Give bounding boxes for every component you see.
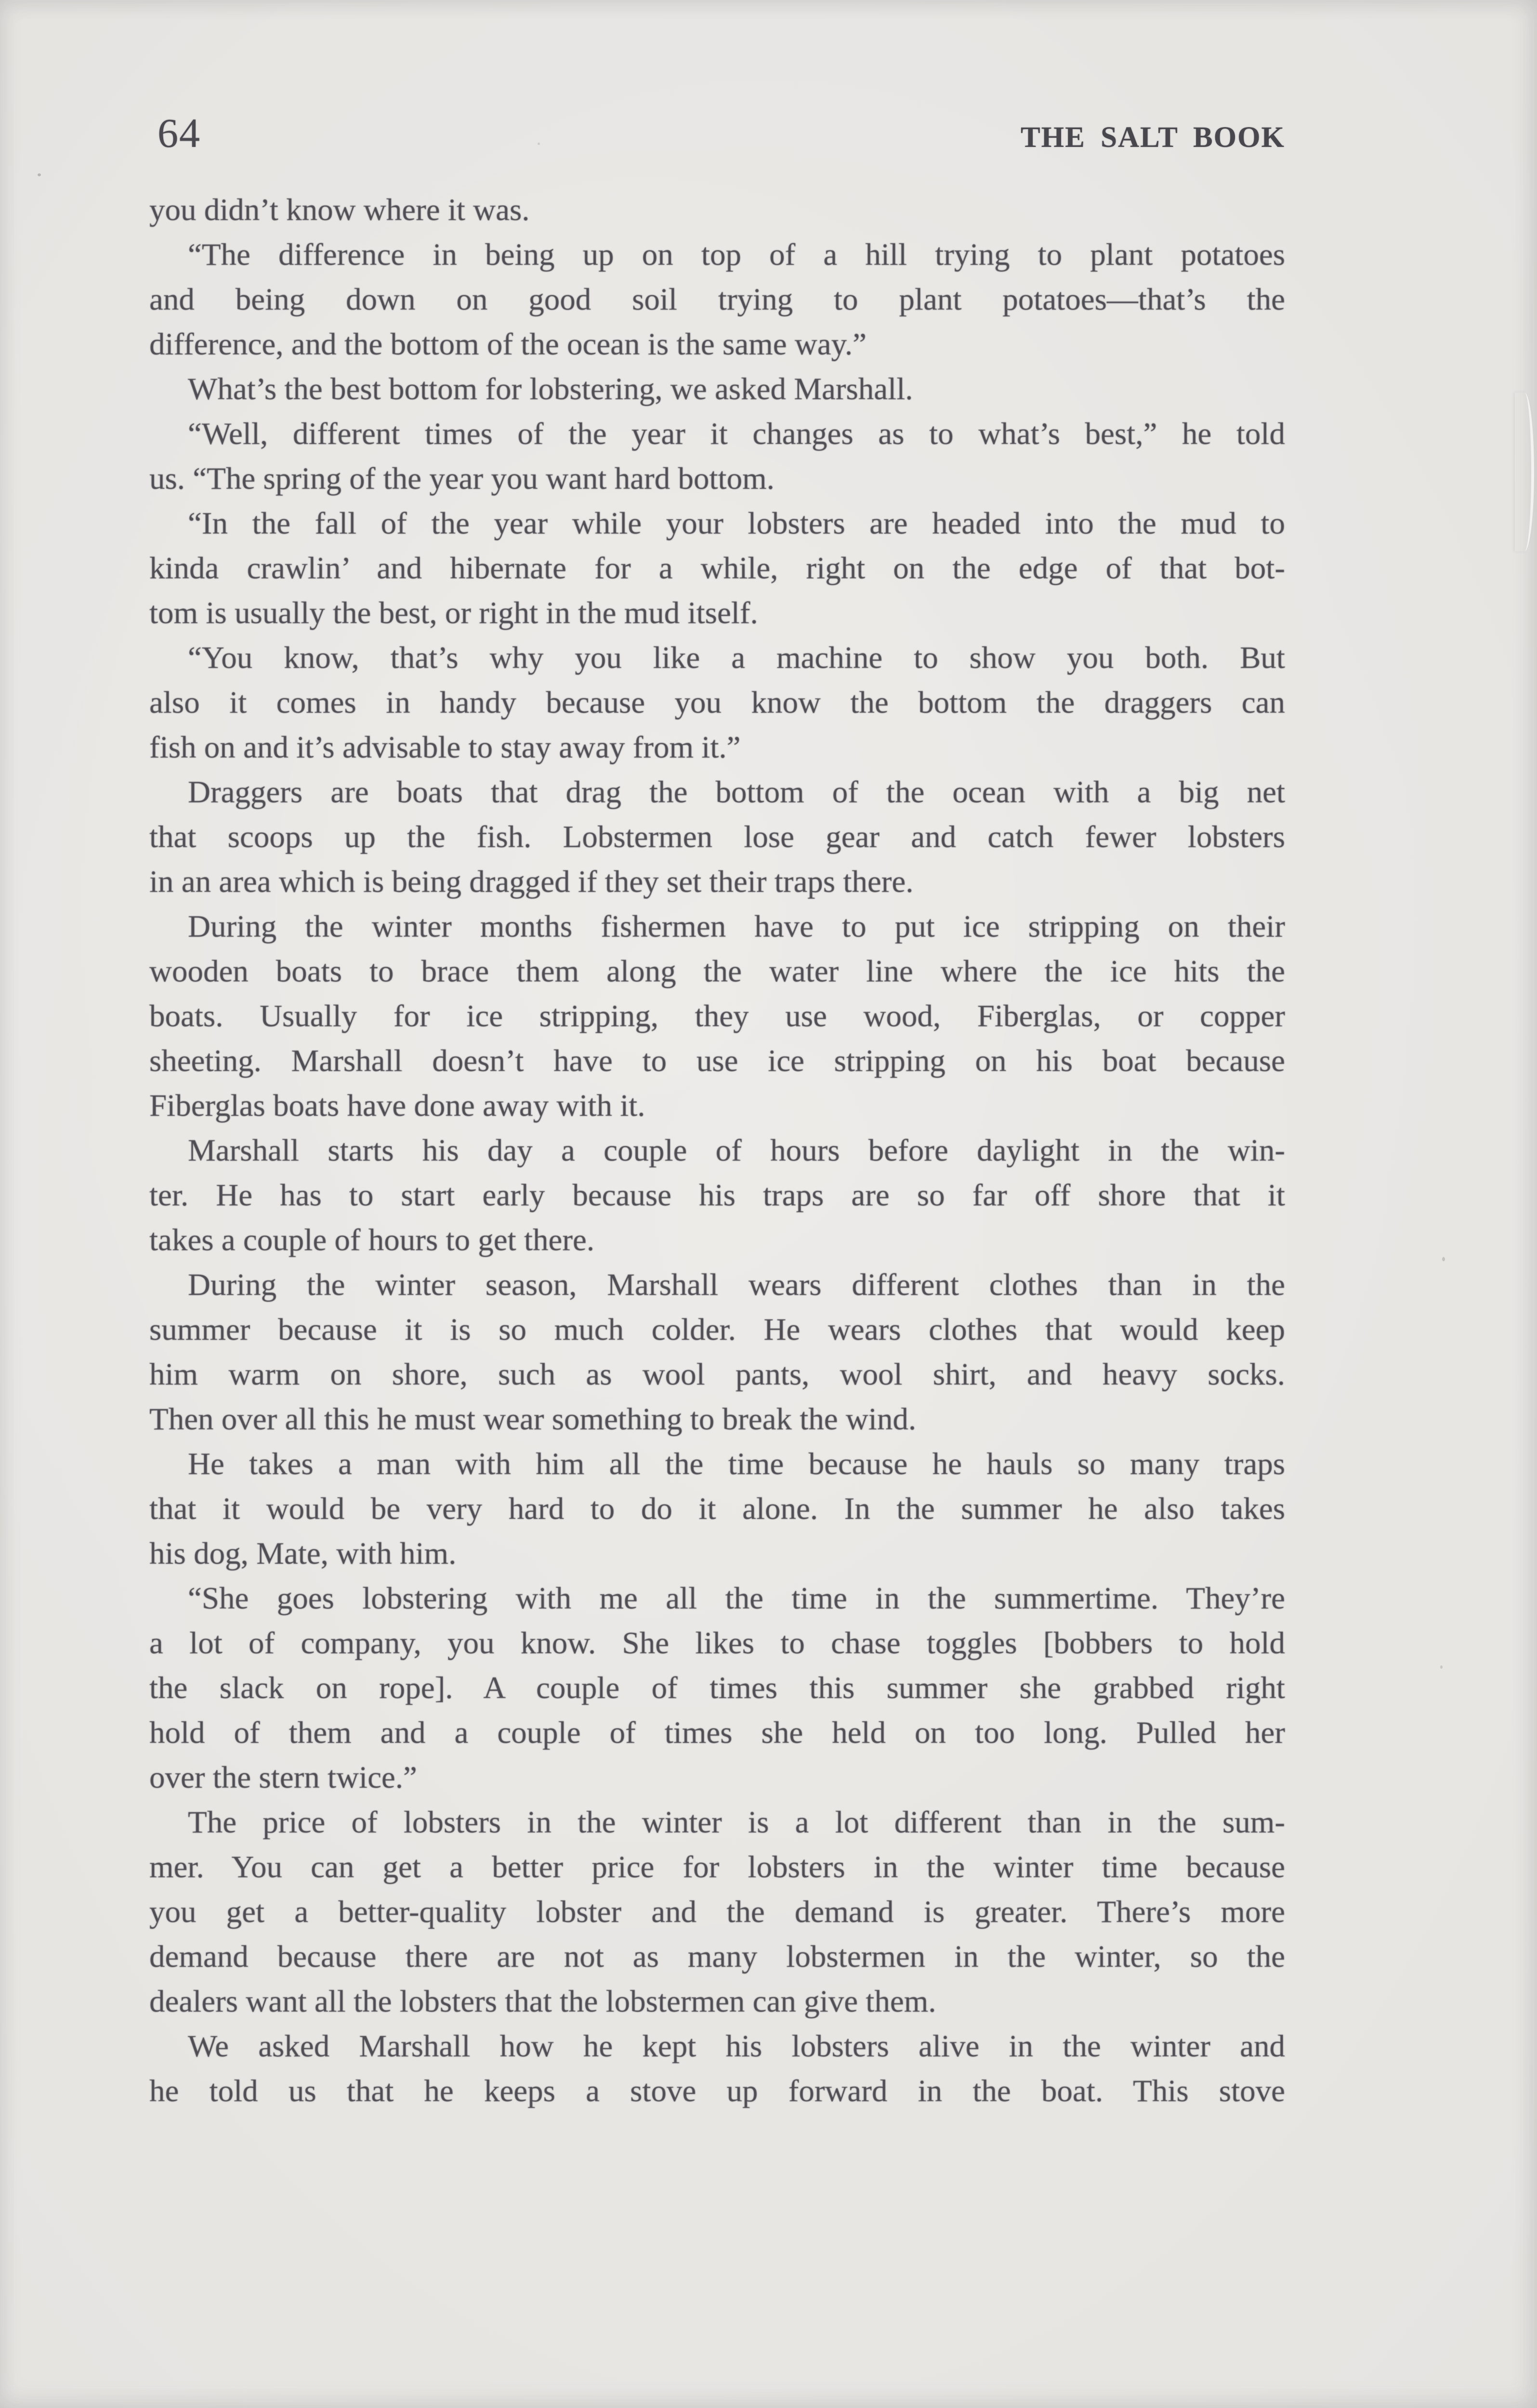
paragraph [149, 501, 1285, 636]
text-line: in an area which is being dragged if they set their traps there. [149, 864, 914, 899]
text-line: him warm on shore, such as wool pants, wool shirt, and heavy socks. [149, 1357, 1285, 1392]
paragraph [149, 1128, 1285, 1263]
text-line: “Well, different times of the year it changes as to what’s best,” he told [188, 417, 1285, 451]
paragraph [149, 412, 1285, 501]
paragraph [149, 2024, 1285, 2114]
text-line: “You know, that’s why you like a machine to show you both. But [188, 641, 1285, 675]
text-line: his dog, Mate, with him. [149, 1536, 457, 1571]
paragraph [149, 636, 1285, 770]
text-line: fish on and it’s advisable to stay away from it.” [149, 730, 741, 765]
scan-artifact [1515, 393, 1534, 551]
text-line: summer because it is so much colder. He wears clothes that would keep [149, 1312, 1285, 1347]
text-line: ter. He has to start early because his traps are so far off shore that it [149, 1178, 1285, 1213]
paragraph [149, 1442, 1285, 1576]
text-line: also it comes in handy because you know the bottom the draggers can [149, 685, 1285, 720]
text-line: us. “The spring of the year you want hard bottom. [149, 461, 775, 496]
scan-speck [38, 173, 41, 176]
text-line: you didn’t know where it was. [149, 193, 530, 227]
scan-speck [1442, 1257, 1445, 1261]
text-line: “The difference in being up on top of a hill trying to plant potatoes [188, 237, 1285, 272]
text-line: During the winter season, Marshall wears different clothes than in the [188, 1268, 1285, 1302]
text-line: hold of them and a couple of times she held on too long. Pulled her [149, 1715, 1285, 1750]
paragraph [149, 1576, 1285, 1800]
text-line: kinda crawlin’ and hibernate for a while, right on the edge of that bot- [149, 551, 1285, 586]
text-line: that scoops up the fish. Lobstermen lose gear and catch fewer lobsters [149, 820, 1285, 854]
text-line: “In the fall of the year while your lobsters are headed into the mud to [188, 506, 1285, 541]
text-line: dealers want all the lobsters that the lobstermen can give them. [149, 1984, 936, 2019]
text-line: boats. Usually for ice stripping, they use wood, Fiberglas, or copper [149, 999, 1285, 1034]
paragraph [149, 1800, 1285, 2024]
paragraph [149, 1263, 1285, 1442]
running-title: THE SALT BOOK [1021, 121, 1285, 154]
body-text [149, 188, 1285, 2114]
text-line: a lot of company, you know. She likes to chase toggles [bobbers to hold [149, 1626, 1285, 1661]
page-number: 64 [158, 110, 201, 156]
text-line: wooden boats to brace them along the water line where the ice hits the [149, 954, 1285, 989]
paragraph [149, 188, 1285, 233]
text-line: sheeting. Marshall doesn’t have to use ice stripping on his boat because [149, 1044, 1285, 1078]
text-line: mer. You can get a better price for lobsters in the winter time because [149, 1850, 1285, 1885]
text-line: Fiberglas boats have done away with it. [149, 1088, 645, 1123]
text-line: the slack on rope]. A couple of times this summer she grabbed right [149, 1671, 1285, 1705]
text-line: difference, and the bottom of the ocean is the same way.” [149, 327, 867, 362]
text-line: What’s the best bottom for lobstering, we asked Marshall. [188, 372, 913, 406]
paragraph [149, 770, 1285, 904]
text-line: you get a better-quality lobster and the demand is greater. There’s more [149, 1895, 1285, 1929]
text-line: We asked Marshall how he kept his lobsters alive in the winter and [188, 2029, 1285, 2064]
text-line: he told us that he keeps a stove up forward in the boat. This stove [149, 2074, 1285, 2108]
text-line: tom is usually the best, or right in the mud itself. [149, 596, 758, 630]
text-line: “She goes lobstering with me all the time in the summertime. They’re [188, 1581, 1285, 1616]
text-line: and being down on good soil trying to plant potatoes—that’s the [149, 282, 1285, 317]
text-line: The price of lobsters in the winter is a lot different than in the sum- [188, 1805, 1285, 1840]
scan-speck [1440, 1665, 1443, 1669]
text-line: He takes a man with him all the time because he hauls so many traps [188, 1447, 1285, 1481]
paragraph [149, 233, 1285, 367]
scan-speck [538, 143, 540, 145]
text-line: Then over all this he must wear something to break the wind. [149, 1402, 917, 1437]
paragraph [149, 367, 1285, 412]
text-line: Draggers are boats that drag the bottom of the ocean with a big net [188, 775, 1285, 810]
text-line: demand because there are not as many lobstermen in the winter, so the [149, 1939, 1285, 1974]
text-line: that it would be very hard to do it alone. In the summer he also takes [149, 1492, 1285, 1526]
text-line: During the winter months fishermen have to put ice stripping on their [188, 909, 1285, 944]
text-line: Marshall starts his day a couple of hours before daylight in the win- [188, 1133, 1285, 1168]
paragraph [149, 904, 1285, 1128]
page-header [158, 112, 1285, 154]
text-line: over the stern twice.” [149, 1760, 417, 1795]
text-line: takes a couple of hours to get there. [149, 1223, 595, 1257]
